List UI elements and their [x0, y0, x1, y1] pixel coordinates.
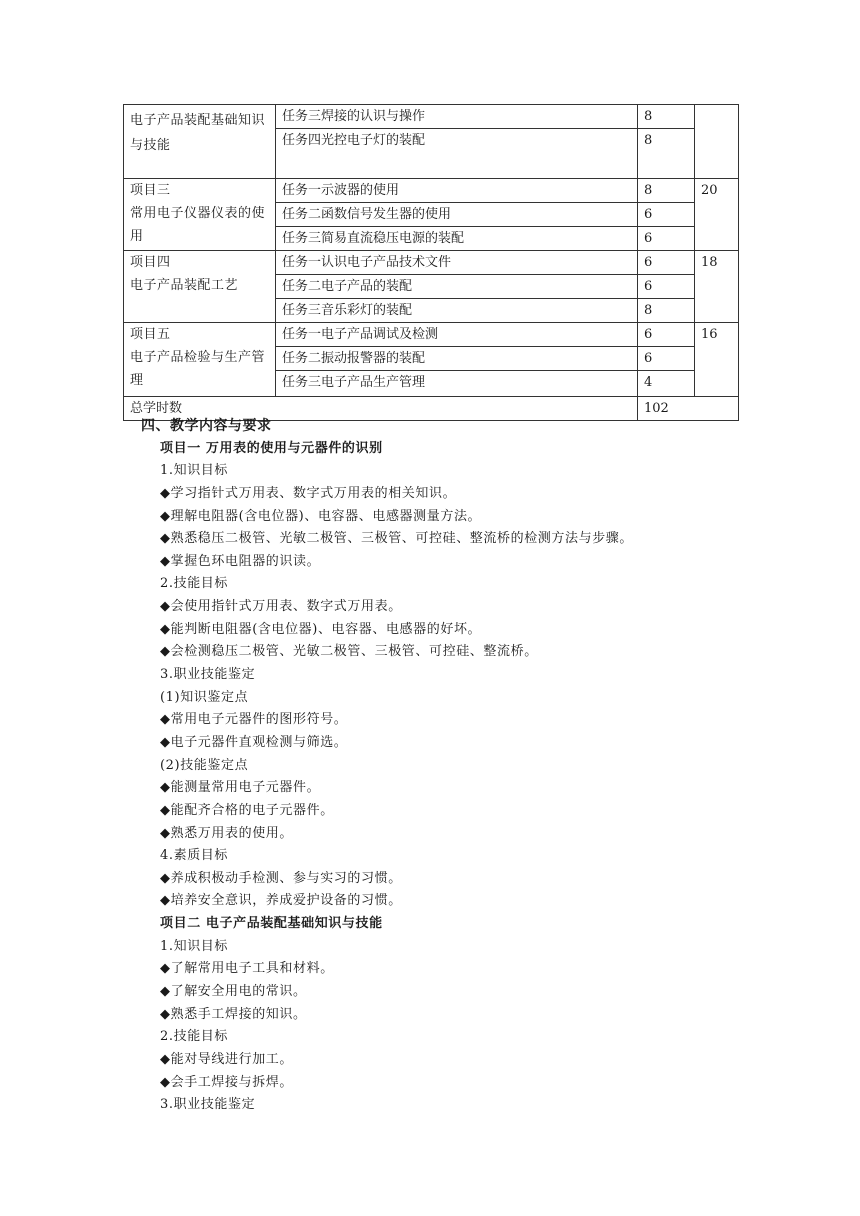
hours-cell: 6: [638, 227, 695, 251]
table-row: [124, 105, 739, 129]
subheading: 1.知识目标: [160, 463, 229, 479]
task-cell: 任务一认识电子产品技术文件: [276, 251, 638, 275]
bullet-item: ◆ 养成积极动手检测、参与实习的习惯。: [141, 868, 741, 891]
task-cell: 任务一电子产品调试及检测: [276, 323, 638, 347]
total-cell: 18: [695, 251, 739, 323]
hours-cell: 8: [638, 105, 695, 129]
task-cell: 任务二电子产品的装配: [276, 275, 638, 299]
hours-cell: 8: [638, 299, 695, 323]
total-label: 总学时数: [124, 397, 638, 421]
task-cell: 任务三电子产品生产管理: [276, 371, 638, 397]
project-cell: 项目五 电子产品检验与生产管理: [124, 323, 276, 397]
bullet-item: ◆ 能配齐合格的电子元器件。: [141, 800, 741, 823]
task-cell: 任务三音乐彩灯的装配: [276, 299, 638, 323]
total-hours: 102: [638, 397, 739, 421]
project-heading: 项目一 万用表的使用与元器件的识别: [160, 440, 383, 456]
bullet-item: ◆ 能对导线进行加工。: [141, 1049, 741, 1072]
bullet-item: ◆ 了解安全用电的常识。: [141, 981, 741, 1004]
subheading: 3.职业技能鉴定: [160, 667, 256, 683]
bullet-item: ◆ 培养安全意识，养成爱护设备的习惯。: [141, 890, 741, 913]
subheading: 3.职业技能鉴定: [160, 1097, 256, 1113]
total-cell: [695, 105, 739, 179]
bullet-item: ◆ 会使用指针式万用表、数字式万用表。: [141, 596, 741, 619]
hours-cell: 8: [638, 179, 695, 203]
total-cell: 20: [695, 179, 739, 251]
bullet-item: ◆ 熟悉稳压二极管、光敏二极管、三极管、可控硅、整流桥的检测方法与步骤。: [141, 528, 741, 551]
bullet-item: ◆ 理解电阻器(含电位器)、电容器、电感器测量方法。: [141, 506, 741, 529]
subheading: 1.知识目标: [160, 938, 229, 954]
project-cell: 项目三 常用电子仪器仪表的使用: [124, 179, 276, 251]
task-cell: 任务四光控电子灯的装配: [276, 129, 638, 179]
task-cell: 任务三简易直流稳压电源的装配: [276, 227, 638, 251]
teaching-content: [141, 415, 741, 1117]
hours-cell: 8: [638, 129, 695, 179]
bullet-item: ◆ 学习指针式万用表、数字式万用表的相关知识。: [141, 483, 741, 506]
hours-cell: 6: [638, 251, 695, 275]
project-cell: 电子产品装配基础知识与技能: [124, 105, 276, 179]
bullet-item: ◆ 电子元器件直观检测与筛选。: [141, 732, 741, 755]
course-hours-table: [123, 104, 739, 421]
task-cell: 任务二振动报警器的装配: [276, 347, 638, 371]
task-cell: 任务一示波器的使用: [276, 179, 638, 203]
section-title: 四、教学内容与要求: [141, 418, 272, 434]
subheading: 2.技能目标: [160, 576, 229, 592]
table-row: [124, 179, 739, 203]
bullet-item: ◆ 熟悉手工焊接的知识。: [141, 1004, 741, 1027]
task-cell: 任务三焊接的认识与操作: [276, 105, 638, 129]
hours-cell: 6: [638, 203, 695, 227]
hours-cell: 6: [638, 323, 695, 347]
hours-cell: 6: [638, 275, 695, 299]
table-row: [124, 251, 739, 275]
bullet-item: ◆ 会检测稳压二极管、光敏二极管、三极管、可控硅、整流桥。: [141, 641, 741, 664]
bullet-item: ◆ 常用电子元器件的图形符号。: [141, 709, 741, 732]
hours-cell: 4: [638, 371, 695, 397]
bullet-item: ◆ 会手工焊接与拆焊。: [141, 1072, 741, 1095]
bullet-item: ◆ 掌握色环电阻器的识读。: [141, 551, 741, 574]
project-cell: 项目四 电子产品装配工艺: [124, 251, 276, 323]
subheading: 4.素质目标: [160, 848, 229, 864]
bullet-item: ◆ 能判断电阻器(含电位器)、电容器、电感器的好坏。: [141, 619, 741, 642]
table-row: [124, 323, 739, 347]
task-cell: 任务二函数信号发生器的使用: [276, 203, 638, 227]
bullet-item: ◆ 能测量常用电子元器件。: [141, 777, 741, 800]
subheading: (1)知识鉴定点: [160, 689, 249, 705]
hours-cell: 6: [638, 347, 695, 371]
project-heading: 项目二 电子产品装配基础知识与技能: [160, 916, 383, 932]
bullet-item: ◆ 熟悉万用表的使用。: [141, 823, 741, 846]
subheading: 2.技能目标: [160, 1029, 229, 1045]
total-cell: 16: [695, 323, 739, 397]
bullet-item: ◆ 了解常用电子工具和材料。: [141, 958, 741, 981]
subheading: (2)技能鉴定点: [160, 757, 249, 773]
